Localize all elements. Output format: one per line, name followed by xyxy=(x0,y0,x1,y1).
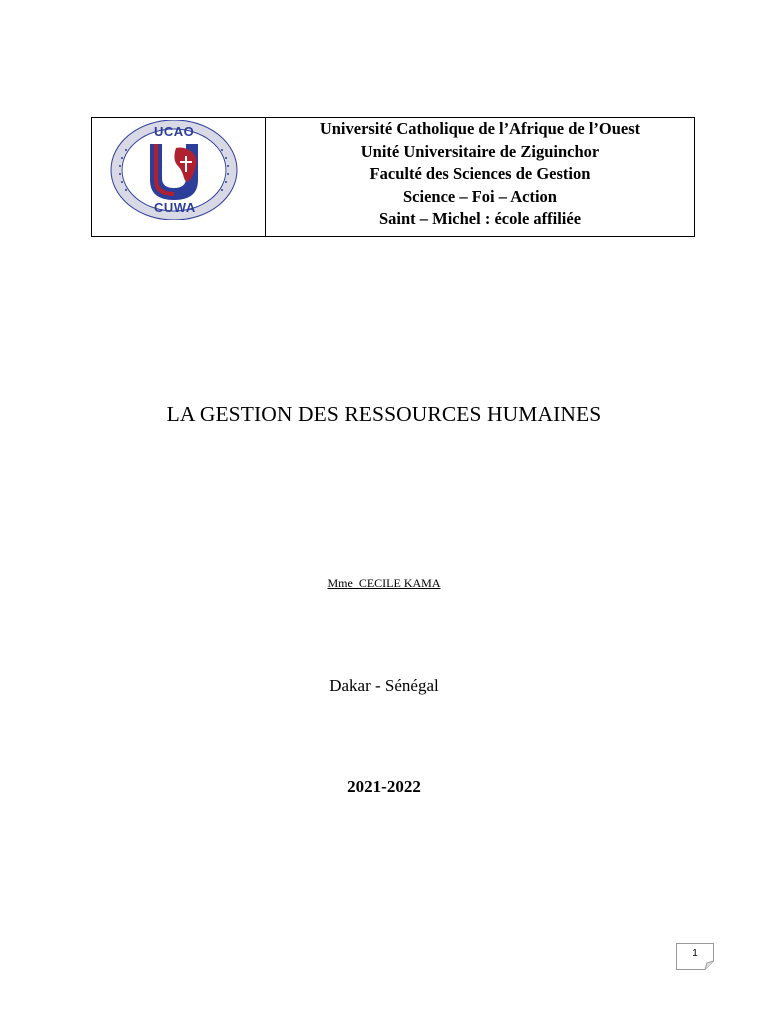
university-logo xyxy=(106,120,242,220)
header-table xyxy=(91,117,695,237)
page-number-box xyxy=(676,943,714,970)
logo-cell xyxy=(92,118,266,236)
faculty-name: Faculté des Sciences de Gestion xyxy=(369,164,591,183)
page-number: 1 xyxy=(692,948,698,959)
academic-year: 2021-2022 xyxy=(347,777,421,796)
author-name: Mme CECILE KAMA xyxy=(327,576,441,590)
institution-text-cell xyxy=(266,118,694,236)
logo-top-text: UCAO xyxy=(154,124,195,139)
place: Dakar - Sénégal xyxy=(329,676,439,695)
affiliated-school: Saint – Michel : école affiliée xyxy=(378,209,582,228)
unit-name: Unité Universitaire de Ziguinchor xyxy=(360,141,600,161)
motto: Science – Foi – Action xyxy=(403,186,557,206)
document-title: LA GESTION DES RESSOURCES HUMAINES xyxy=(166,402,602,426)
logo-bottom-text: CUWA xyxy=(154,200,196,215)
university-name: Université Catholique de l’Afrique de l’Ouest xyxy=(319,119,641,138)
